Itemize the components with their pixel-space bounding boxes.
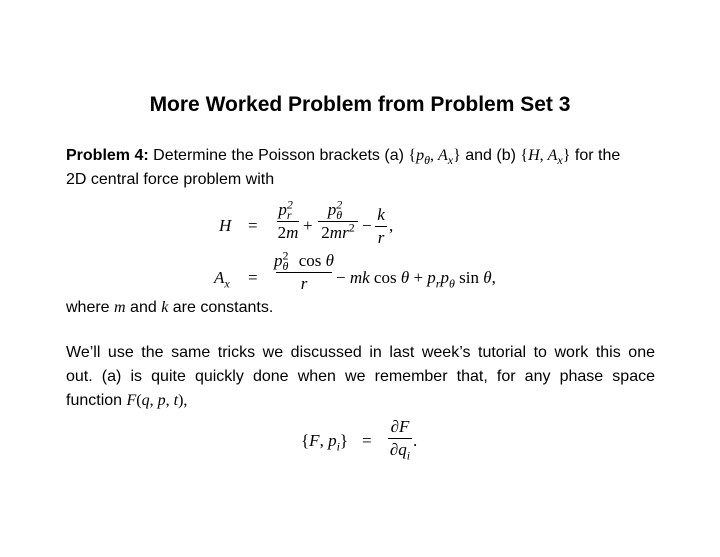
slide-title: More Worked Problem from Problem Set 3 [149, 93, 571, 116]
bracket-b: {H, $A_x$} [520, 147, 571, 168]
where-and: and [130, 299, 157, 316]
problem-line-2: 2D central force problem with [66, 171, 275, 188]
paragraph-2-line-2: out. (a) is quite quickly done when we remember that, for any phase space [66, 368, 655, 385]
eq-Ax-equals: = [248, 268, 258, 287]
eq-H-lhs: H [219, 216, 232, 235]
eq-F-pi-equals: = [362, 431, 372, 450]
problem-text-2: for the [574, 147, 621, 164]
symbol-m: m [114, 299, 126, 316]
fraction-k-r: k r [375, 205, 387, 248]
function-F: F(q, p, t), [126, 392, 188, 409]
eq-F-pi-lhs: {F, $p_i$} [301, 431, 349, 454]
where-word: where [66, 299, 110, 316]
where-tail: are constants. [172, 299, 274, 316]
paragraph-2-line-3 [66, 389, 655, 413]
eq-H-comma: , [389, 216, 394, 235]
paragraph-2 [66, 341, 655, 413]
fraction-pr2-2m: $p^2_r$ 2m [277, 197, 299, 242]
eq-H-minus: − [362, 216, 372, 235]
fraction-ptheta2cos-r: $p^2_\theta$ cos θ r [274, 248, 334, 293]
symbol-k: k [161, 299, 169, 316]
fraction-dF-dqi: ∂F $\partial q_i$ [389, 417, 411, 463]
eq-F-pi-period: . [413, 431, 418, 450]
paragraph-2-line-1: We’ll use the same tricks we discussed in last week’s tutorial to work this one [66, 344, 655, 361]
eq-H-equals: = [248, 216, 258, 235]
where-line [66, 296, 655, 320]
problem-line-1 [66, 144, 655, 168]
function-word: function [66, 392, 123, 409]
problem-label: Problem 4: [66, 147, 149, 164]
eq-Ax-lhs: $A_x$ [214, 268, 230, 291]
eq-Ax-rest: − mk $\cos \theta + p_rp_\theta$ sin θ, [336, 268, 496, 291]
problem-and: and (b) [465, 147, 516, 164]
eq-H-plus: + [303, 216, 313, 235]
bracket-a: {$p_\theta$, $A_x$} [408, 147, 461, 168]
problem-statement [66, 144, 655, 192]
fraction-ptheta2-2mr2: $p^2_\theta$ $2mr^2$ [318, 200, 358, 243]
problem-text-1: Determine the Poisson brackets (a) [153, 147, 404, 164]
